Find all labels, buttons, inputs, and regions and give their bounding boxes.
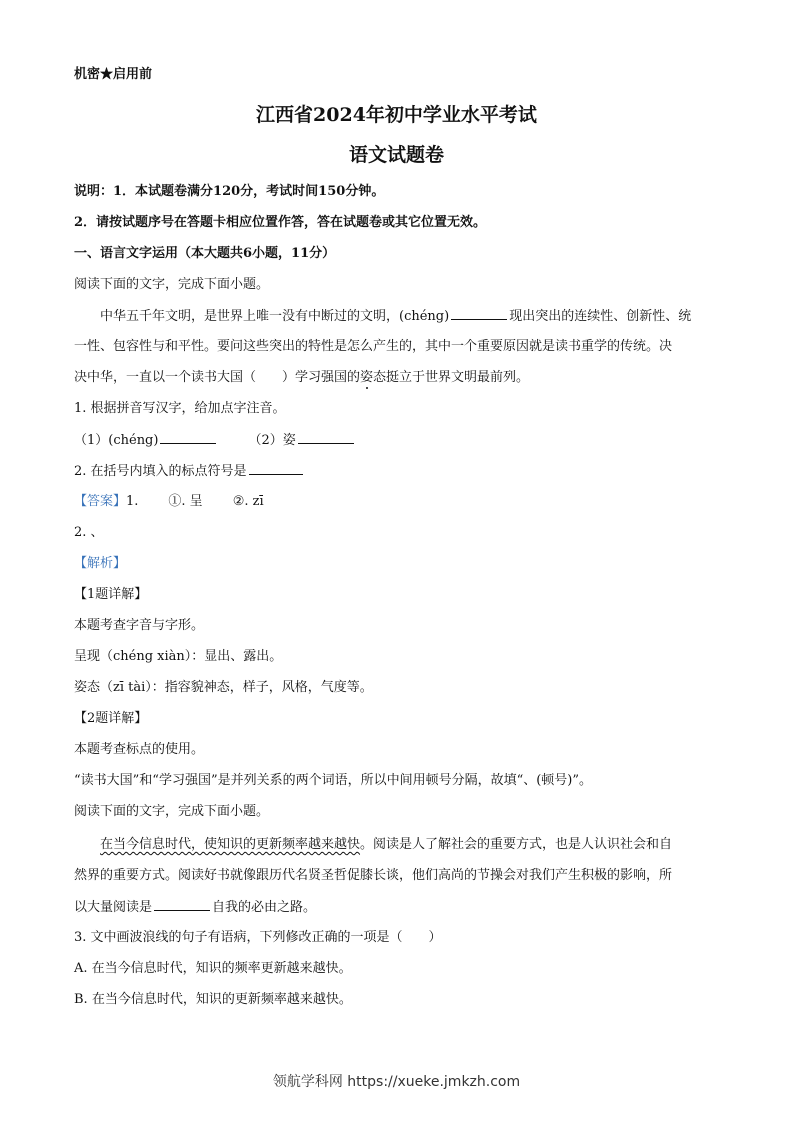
answer-line-1 bbox=[74, 493, 719, 511]
reading-prompt-2: 阅读下面的文字，完成下面小题。 bbox=[74, 804, 270, 819]
passage-2-line-3a: 以大量阅读是 bbox=[74, 900, 153, 915]
answer-q1-part-b: ②. zī bbox=[232, 494, 264, 509]
option-b: B. 在当今信息时代，知识的更新频率越来越快。 bbox=[74, 992, 352, 1007]
answer-line-2: 2. 、 bbox=[74, 525, 104, 540]
detail-1-line-1: 本题考查字音与字形。 bbox=[74, 618, 205, 633]
question-1-sub-1: （1）(chéng) bbox=[74, 433, 159, 448]
confidential-label: 机密★启用前 bbox=[74, 67, 153, 82]
passage-2-text-a: 。阅读是人了解社会的重要方式，也是人认识社会和自 bbox=[360, 837, 673, 852]
exam-title: 江西省2024年初中学业水平考试 bbox=[256, 104, 537, 126]
answer-blank bbox=[298, 431, 354, 444]
question-1-sub-2: （2）姿 bbox=[248, 433, 296, 448]
answer-q1-number: 1. bbox=[126, 494, 139, 509]
passage-2-line-3 bbox=[74, 898, 719, 917]
dotted-character: 姿 bbox=[360, 370, 374, 385]
option-a: A. 在当今信息时代，知识的频率更新越来越快。 bbox=[74, 961, 352, 976]
passage-1-text-b: 现出突出的连续性、创新性、统 bbox=[509, 309, 692, 324]
instruction-line-2: 2．请按试题序号在答题卡相应位置作答，答在试题卷或其它位置无效。 bbox=[74, 215, 487, 230]
detail-1-line-3: 姿态（zī tài）：指容貌神态，样子，风格，气度等。 bbox=[74, 680, 373, 695]
exam-subtitle: 语文试题卷 bbox=[348, 144, 444, 166]
section-heading: 一、语言文字运用（本大题共6小题，11分） bbox=[74, 246, 336, 261]
answer-label: 【答案】 bbox=[74, 494, 127, 509]
question-2 bbox=[74, 462, 719, 481]
footer-watermark: 领航学科网 https://xueke.jmkzh.com bbox=[272, 1074, 521, 1090]
passage-1-line-3b: ）学习强国的 bbox=[282, 370, 361, 385]
question-2-text: 2. 在括号内填入的标点符号是 bbox=[74, 464, 247, 479]
wavy-underlined-sentence: 在当今信息时代，使知识的更新频率越来越快 bbox=[100, 837, 361, 852]
passage-1-line-3 bbox=[74, 369, 719, 387]
passage-2-line-1 bbox=[74, 836, 719, 854]
analysis-label: 【解析】 bbox=[74, 556, 127, 571]
detail-2-label: 【2题详解】 bbox=[74, 711, 148, 726]
passage-2-line-3b: 自我的必由之路。 bbox=[212, 900, 317, 915]
detail-2-line-2: “读书大国”和“学习强国”是并列关系的两个词语，所以中间用顿号分隔，故填“、(顿号)”。 bbox=[74, 773, 593, 788]
answer-blank bbox=[154, 898, 210, 911]
question-1: 1. 根据拼音写汉字，给加点字注音。 bbox=[74, 401, 286, 416]
detail-1-label: 【1题详解】 bbox=[74, 587, 148, 602]
answer-blank bbox=[249, 462, 303, 475]
passage-1-line-3d: 态挺立于世界文明最前列。 bbox=[373, 370, 530, 385]
answer-blank bbox=[451, 307, 507, 320]
detail-1-line-2: 呈现（chéng xiàn）：显出、露出。 bbox=[74, 649, 283, 664]
question-1-subparts bbox=[74, 431, 719, 450]
passage-1-line-3a: 决中华，一直以一个读书大国（ bbox=[74, 370, 257, 385]
answer-blank bbox=[160, 431, 216, 444]
passage-1-line-2: 一性、包容性与和平性。要问这些突出的特性是怎么产生的，其中一个重要原因就是读书重学的传统。决 bbox=[74, 339, 673, 354]
passage-1-text-a: 中华五千年文明，是世界上唯一没有中断过的文明，(chéng) bbox=[100, 309, 450, 324]
passage-1-line-1 bbox=[74, 307, 719, 326]
passage-2-line-2: 然界的重要方式。阅读好书就像跟历代名贤圣哲促膝长谈，他们高尚的节操会对我们产生积极的影响，所 bbox=[74, 868, 673, 883]
answer-q1-part-a: ①. 呈 bbox=[168, 494, 203, 509]
detail-2-line-1: 本题考查标点的使用。 bbox=[74, 742, 205, 757]
reading-prompt-1: 阅读下面的文字，完成下面小题。 bbox=[74, 277, 270, 292]
question-3: 3. 文中画波浪线的句子有语病，下列修改正确的一项是（ ） bbox=[74, 930, 442, 945]
instruction-line-1: 说明：1．本试题卷满分120分，考试时间150分钟。 bbox=[74, 184, 385, 199]
